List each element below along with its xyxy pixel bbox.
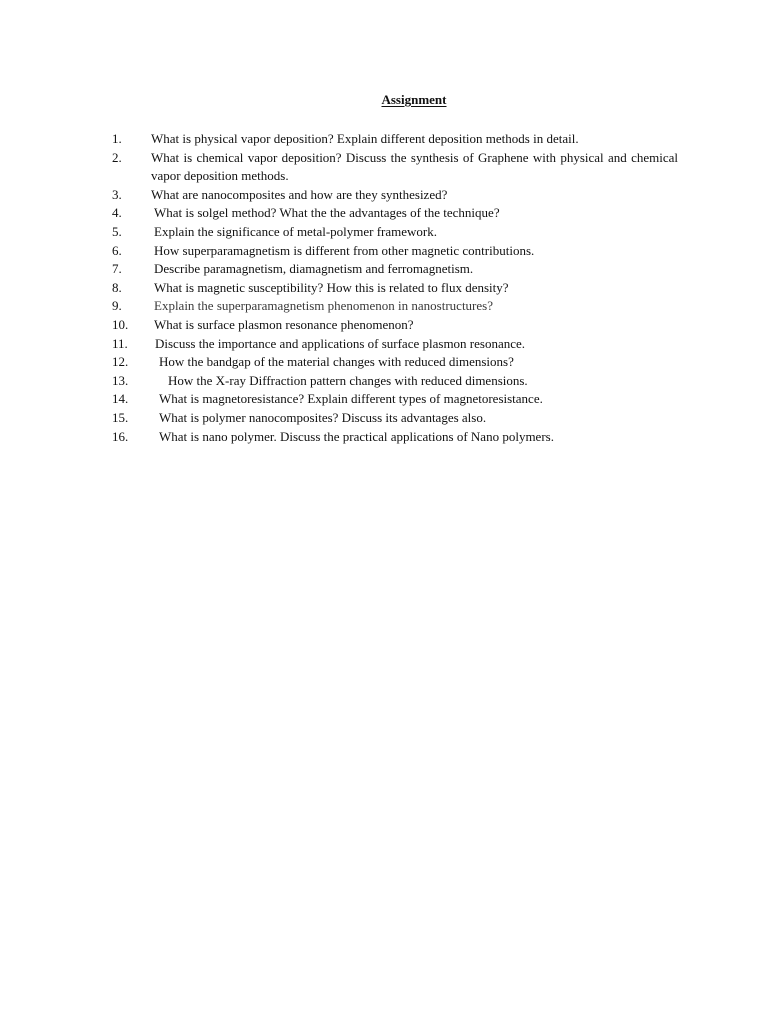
list-item (0, 130, 768, 149)
question-text: Explain the significance of metal-polymer framework. (154, 223, 438, 239)
question-number: 6. (112, 242, 122, 258)
list-item (0, 316, 768, 335)
question-text: What is magnetic susceptibility? How this is related to flux density? (154, 279, 509, 295)
question-text: What is magnetoresistance? Explain different types of magnetoresistance. (159, 391, 543, 407)
question-text: Describe paramagnetism, diamagnetism and ferromagnetism. (154, 261, 474, 277)
list-item (0, 372, 768, 391)
question-number: 10. (112, 316, 129, 332)
list-item (0, 204, 768, 223)
question-list (0, 130, 768, 446)
list-item (0, 149, 768, 186)
question-text: How the X-ray Diffraction pattern changes with reduced dimensions. (168, 372, 528, 388)
list-item (0, 223, 768, 242)
question-number: 8. (112, 279, 122, 295)
list-item (0, 409, 768, 428)
question-number: 13. (112, 372, 129, 388)
question-text: What is chemical vapor deposition? Discuss the synthesis of Graphene with physical and chemical vapor deposition methods. (151, 149, 678, 184)
list-item (0, 260, 768, 279)
question-text: What is polymer nanocomposites? Discuss its advantages also. (159, 409, 487, 425)
list-item (0, 353, 768, 372)
question-number: 7. (112, 261, 122, 277)
question-text: Explain the superparamagnetism phenomenon in nanostructures? (154, 298, 493, 314)
list-item (0, 428, 768, 447)
question-number: 12. (112, 354, 129, 370)
question-number: 1. (112, 131, 122, 146)
list-item (0, 279, 768, 298)
question-number: 16. (112, 428, 129, 444)
page-title: Assignment (381, 92, 447, 107)
question-text: Discuss the importance and applications of surface plasmon resonance. (155, 335, 526, 351)
question-number: 14. (112, 391, 129, 407)
question-number: 11. (112, 335, 128, 351)
question-text: What is solgel method? What the the advantages of the technique? (154, 205, 500, 221)
question-number: 9. (112, 298, 122, 314)
question-number: 4. (112, 205, 122, 221)
list-item (0, 390, 768, 409)
list-item (0, 335, 768, 354)
question-text: What is surface plasmon resonance phenomenon? (154, 316, 414, 332)
question-number: 3. (112, 186, 122, 202)
question-number: 5. (112, 223, 122, 239)
list-item (0, 297, 768, 316)
list-item (0, 186, 768, 205)
question-text: What is physical vapor deposition? Explain different deposition methods in detail. (151, 131, 579, 146)
question-text: How superparamagnetism is different from other magnetic contributions. (154, 242, 535, 258)
question-text: How the bandgap of the material changes with reduced dimensions? (159, 354, 514, 370)
question-text: What are nanocomposites and how are they synthesized? (151, 186, 448, 202)
question-text: What is nano polymer. Discuss the practical applications of Nano polymers. (159, 428, 554, 444)
question-number: 15. (112, 409, 129, 425)
question-number: 2. (112, 149, 122, 165)
list-item (0, 242, 768, 261)
